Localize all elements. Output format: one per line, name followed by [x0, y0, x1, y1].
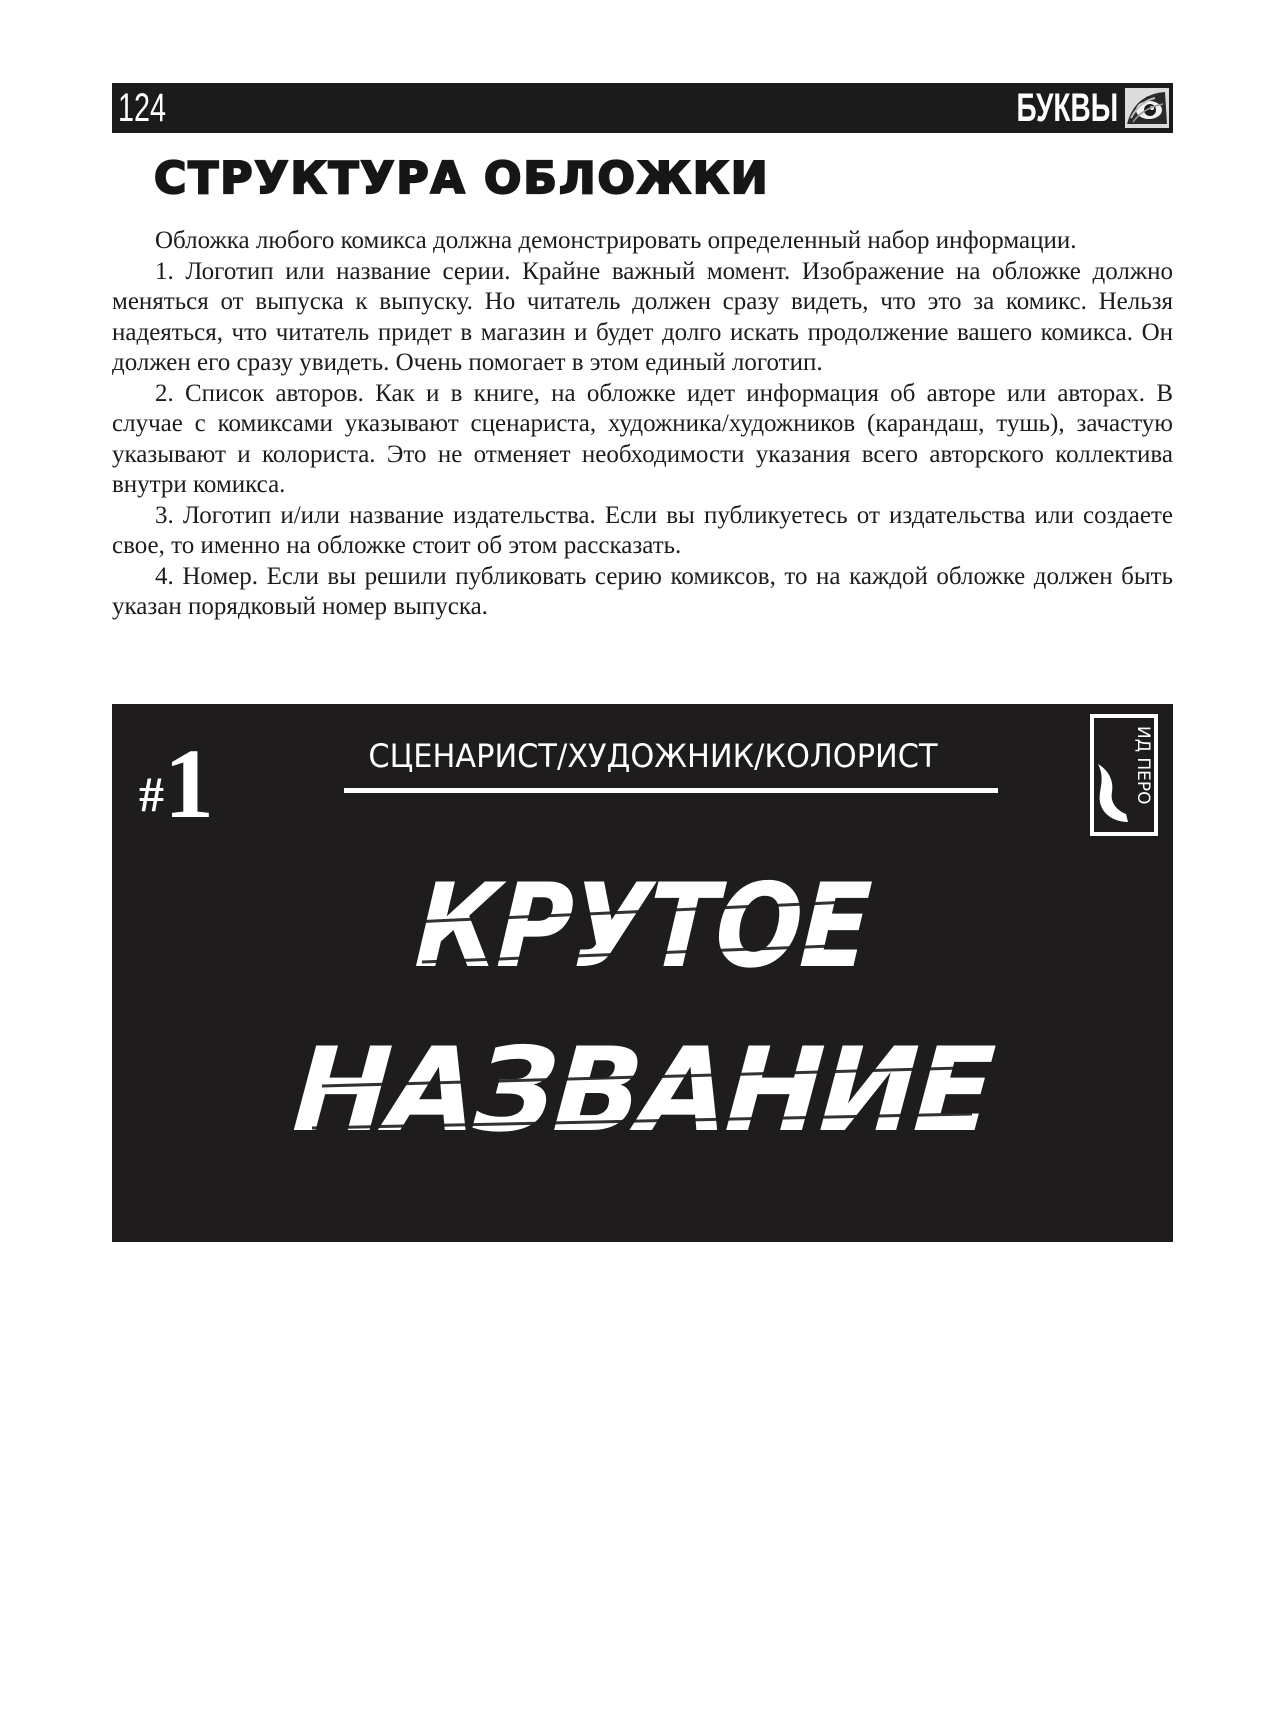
page-title: СТРУКТУРА ОБЛОЖКИ: [154, 153, 770, 204]
issue-hash: #: [139, 766, 164, 822]
cover-title-line2: НАЗВАНИЕ: [289, 1023, 996, 1158]
paragraph-item-1: 1. Логотип или название серии. Крайне важный момент. Изображение на обложке должно меняться от выпуска к выпуску. Но читатель должен сразу видеть, что это за комикс. Нельзя надеяться, что читатель придет в магазин и будет долго искать продолжение вашего комикса. Он должен его сразу увидеть. Очень помогает в этом единый логотип.: [112, 257, 1173, 376]
comic-cover-illustration: [112, 704, 1173, 1242]
running-header: [112, 83, 1173, 133]
issue-digit: 1: [164, 728, 214, 839]
paragraph-item-3: 3. Логотип и/или название издательства. Если вы публикуетесь от издательства или создаете свое, то именно на обложке стоит об этом рассказать.: [112, 501, 1173, 559]
section-name: БУКВЫ: [1016, 86, 1118, 130]
issue-number: [139, 726, 214, 841]
publisher-logo: [1090, 714, 1158, 836]
credits-underline: [344, 788, 998, 793]
paragraph-item-2: 2. Список авторов. Как и в книге, на обложке идет информация об авторе или авторах. В случае с комиксами указывают сценариста, художника/художников (карандаш, тушь), зачастую указывают и колориста. Это не отменяет необходимости указания всего авторского коллектива внутри комикса.: [112, 379, 1173, 498]
cover-title-line1: КРУТОЕ: [412, 859, 873, 994]
paragraph-intro: Обложка любого комикса должна демонстрировать определенный набор информации.: [155, 227, 1077, 254]
eye-emblem-icon: [1125, 88, 1169, 128]
article-body: [112, 226, 1173, 623]
page-number: 124: [118, 86, 167, 130]
paragraph-item-4: 4. Номер. Если вы решили публиковать серию комиксов, то на каждой обложке должен быть указан порядковый номер выпуска.: [112, 562, 1173, 620]
credits-line: СЦЕНАРИСТ/ХУДОЖНИК/КОЛОРИСТ: [368, 737, 938, 775]
publisher-name: ИД ПЕРО: [1133, 726, 1153, 805]
